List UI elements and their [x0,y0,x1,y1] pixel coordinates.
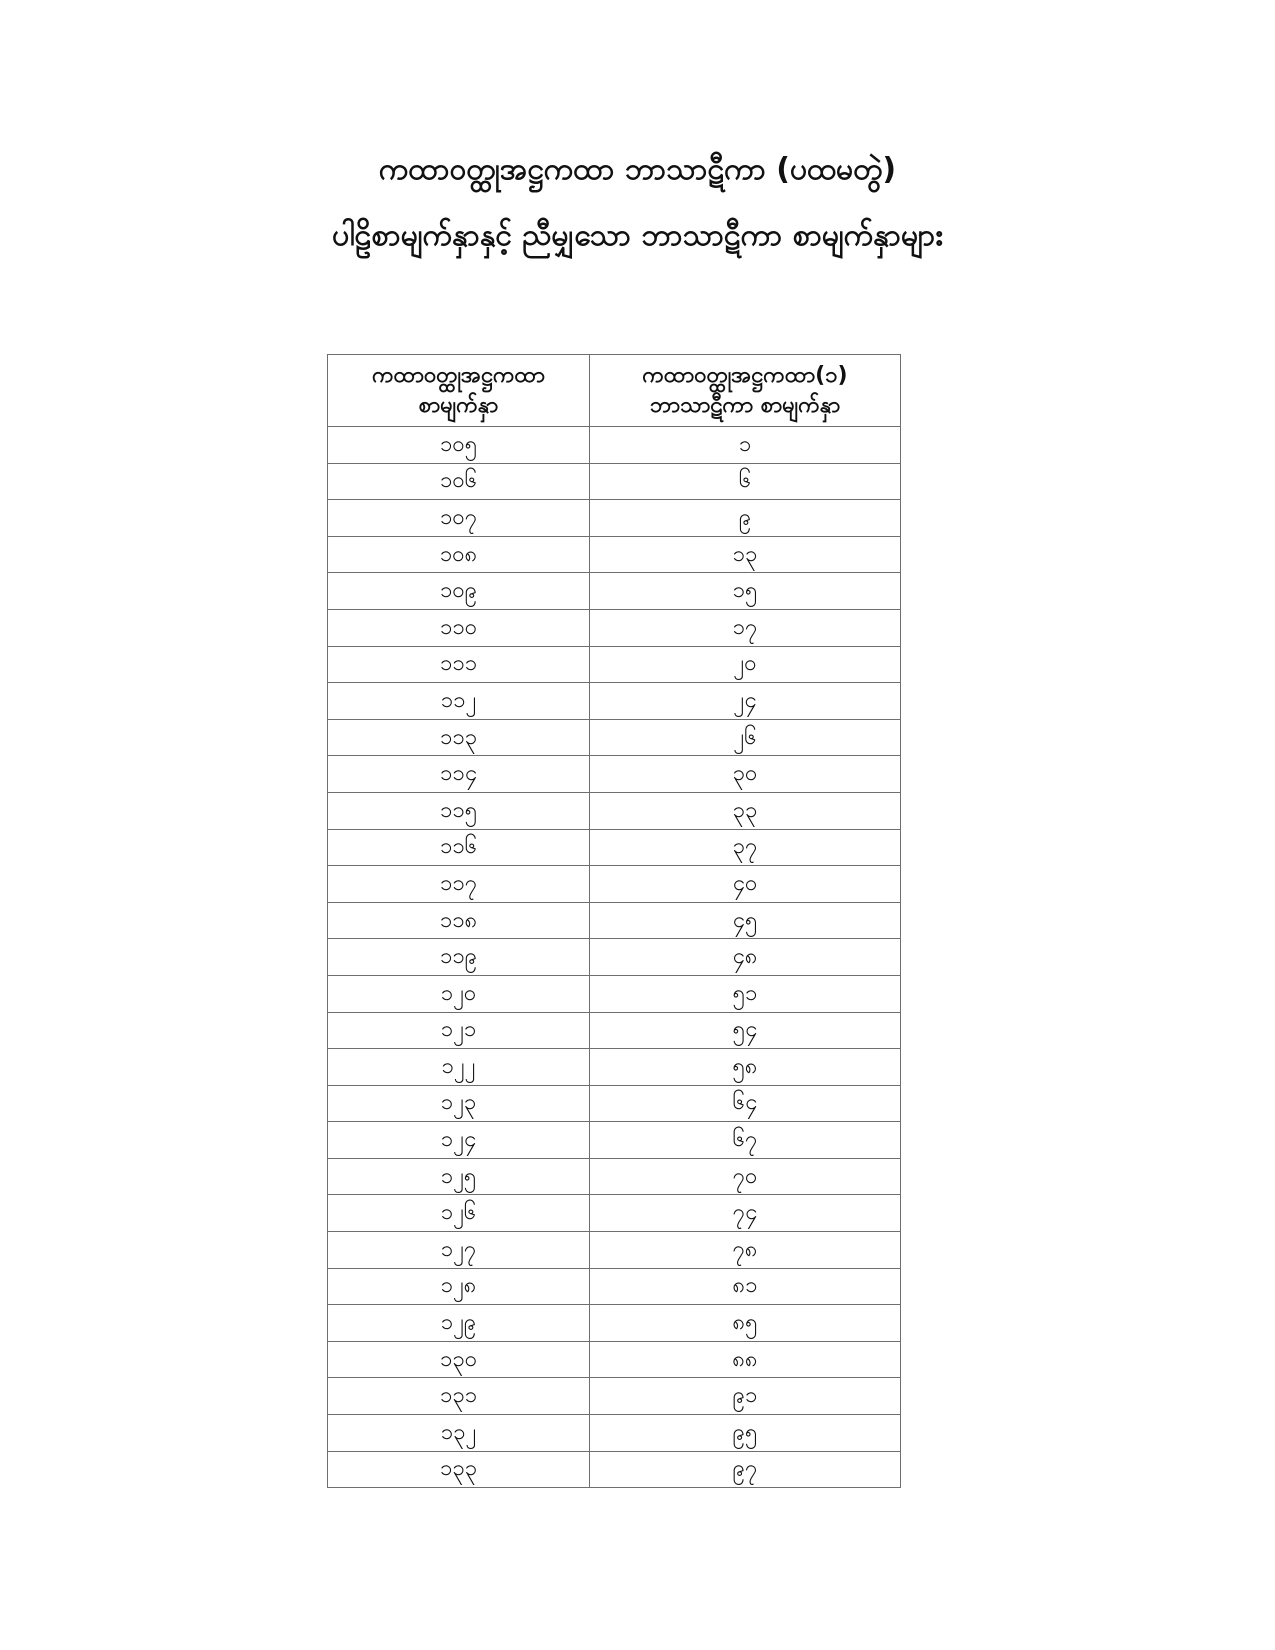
translation-page-cell: ၇၄ [590,1195,901,1232]
table-header-row [328,355,901,427]
translation-page-cell: ၃၀ [590,756,901,793]
translation-page-cell: ၈၁ [590,1268,901,1305]
table-row [328,500,901,537]
table-row [328,1232,901,1269]
translation-page-cell: ၉၅ [590,1415,901,1452]
pali-page-cell: ၁၁၀ [328,609,590,646]
pali-page-cell: ၁၀၉ [328,573,590,610]
translation-page-cell: ၅၄ [590,1012,901,1049]
pali-page-cell: ၁၂၀ [328,975,590,1012]
pali-page-cell: ၁၂၄ [328,1122,590,1159]
translation-page-cell: ၇၀ [590,1158,901,1195]
translation-page-cell: ၄၅ [590,902,901,939]
table-row [328,1378,901,1415]
pali-page-cell: ၁၂၈ [328,1268,590,1305]
table-row [328,609,901,646]
pali-page-cell: ၁၃၂ [328,1415,590,1452]
table-row [328,1451,901,1488]
pali-page-cell: ၁၀၆ [328,463,590,500]
pali-page-cell: ၁၁၂ [328,683,590,720]
table-row [328,646,901,683]
header-translation-line1: ကထာဝတ္ထုအဋ္ဌကထာ(၁) [642,362,848,388]
translation-page-cell: ၄၈ [590,939,901,976]
table-row [328,829,901,866]
translation-page-cell: ၁၃ [590,536,901,573]
translation-page-cell: ၉၁ [590,1378,901,1415]
translation-page-cell: ၄၀ [590,866,901,903]
translation-page-cell: ၂၀ [590,646,901,683]
header-pali-line1: ကထာဝတ္ထုအဋ္ဌကထာ [372,362,545,388]
table-row [328,975,901,1012]
pali-page-cell: ၁၁၄ [328,756,590,793]
header-pali-page [328,355,590,427]
translation-page-cell: ၂၆ [590,719,901,756]
pali-page-cell: ၁၁၇ [328,866,590,903]
header-translation-page [590,355,901,427]
pali-page-cell: ၁၃၁ [328,1378,590,1415]
table-row [328,427,901,464]
table-row [328,719,901,756]
pali-page-cell: ၁၁၉ [328,939,590,976]
table-row [328,902,901,939]
translation-page-cell: ၃၃ [590,792,901,829]
pali-page-cell: ၁၁၅ [328,792,590,829]
table-row [328,1305,901,1342]
table-row [328,1268,901,1305]
translation-page-cell: ၈၅ [590,1305,901,1342]
table-row [328,536,901,573]
pali-page-cell: ၁၁၈ [328,902,590,939]
translation-page-cell: ၆ [590,463,901,500]
translation-page-cell: ၉၇ [590,1451,901,1488]
table-row [328,756,901,793]
table-row [328,939,901,976]
pali-page-cell: ၁၂၁ [328,1012,590,1049]
table-row [328,866,901,903]
table-body [328,427,901,1488]
pali-page-cell: ၁၂၆ [328,1195,590,1232]
translation-page-cell: ၁၅ [590,573,901,610]
page-mapping-table [327,354,901,1488]
pali-page-cell: ၁၃၀ [328,1341,590,1378]
table-row [328,463,901,500]
table-row [328,1195,901,1232]
translation-page-cell: ၇၈ [590,1232,901,1269]
table-row [328,1049,901,1086]
table-row [328,1158,901,1195]
pali-page-cell: ၁၂၂ [328,1049,590,1086]
header-translation-line2: ဘာသာဋီကာ စာမျက်နှာ [649,392,841,418]
pali-page-cell: ၁၀၅ [328,427,590,464]
translation-page-cell: ၉ [590,500,901,537]
table-row [328,683,901,720]
pali-page-cell: ၁၂၅ [328,1158,590,1195]
table-row [328,1012,901,1049]
translation-page-cell: ၅၈ [590,1049,901,1086]
translation-page-cell: ၃၇ [590,829,901,866]
pali-page-cell: ၁၁၃ [328,719,590,756]
translation-page-cell: ၁ [590,427,901,464]
table-row [328,573,901,610]
pali-page-cell: ၁၂၇ [328,1232,590,1269]
page-title: ကထာဝတ္ထုအဋ္ဌကထာ ဘာသာဋီကာ (ပထမတွဲ) [378,152,897,187]
table-row [328,1415,901,1452]
pali-page-cell: ၁၃၃ [328,1451,590,1488]
pali-page-cell: ၁၁၁ [328,646,590,683]
pali-page-cell: ၁၁၆ [328,829,590,866]
pali-page-cell: ၁၂၃ [328,1085,590,1122]
table-row [328,792,901,829]
header-pali-line2: စာမျက်နှာ [418,392,499,418]
translation-page-cell: ၅၁ [590,975,901,1012]
translation-page-cell: ၆၇ [590,1122,901,1159]
translation-page-cell: ၁၇ [590,609,901,646]
translation-page-cell: ၈၈ [590,1341,901,1378]
table-row [328,1122,901,1159]
translation-page-cell: ၆၄ [590,1085,901,1122]
translation-page-cell: ၂၄ [590,683,901,720]
pali-page-cell: ၁၀၈ [328,536,590,573]
table-row [328,1085,901,1122]
table-row [328,1341,901,1378]
page-subtitle: ပါဠိစာမျက်နှာနှင့် ညီမျှသော ဘာသာဋီကာ စာမျက်နှာများ [332,218,943,253]
pali-page-cell: ၁၀၇ [328,500,590,537]
pali-page-cell: ၁၂၉ [328,1305,590,1342]
